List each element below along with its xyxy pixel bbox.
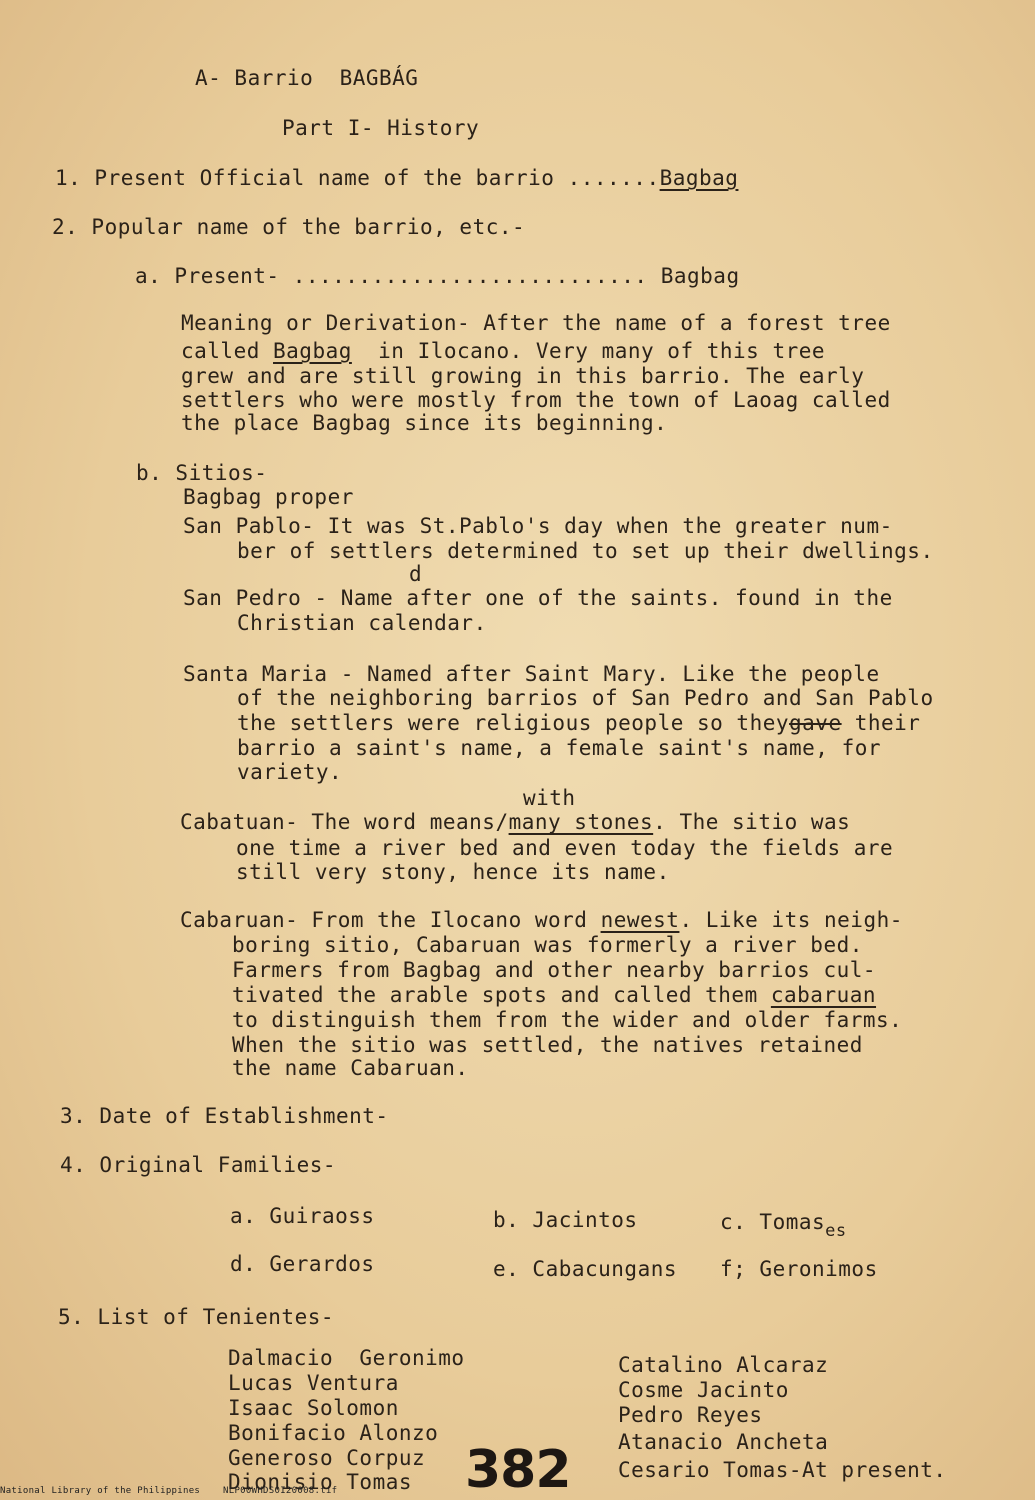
teniente-name: Generoso Corpuz: [228, 1446, 426, 1470]
teniente-name: Cosme Jacinto: [618, 1378, 789, 1402]
part-heading: Part I- History: [282, 116, 480, 140]
teniente-name: Catalino Alcaraz: [618, 1353, 829, 1377]
family-item: a. Guiraoss: [230, 1204, 375, 1228]
teniente-name: Lucas Ventura: [228, 1371, 399, 1395]
handwritten-insert-d: d: [409, 562, 423, 586]
teniente-name: Cesario Tomas-At present.: [618, 1458, 947, 1482]
item2-text: 2. Popular name of the barrio, etc.-: [52, 215, 526, 239]
item4-label: 4. Original Families-: [60, 1153, 337, 1177]
teniente-name: Dalmacio Geronimo: [228, 1346, 465, 1370]
family-item: c. Tomas$_{es}$: [720, 1210, 847, 1241]
sitio-bagbag-proper: Bagbag proper: [183, 485, 354, 509]
family-item: f; Geronimos: [720, 1257, 878, 1281]
teniente-name: Isaac Solomon: [228, 1396, 399, 1420]
barrio-heading: A- Barrio BAGBÁG: [195, 66, 419, 90]
handwritten-insert-with: with: [523, 786, 576, 810]
teniente-name: Atanacio Ancheta: [618, 1430, 829, 1454]
teniente-name: Bonifacio Alonzo: [228, 1421, 439, 1445]
document-page: A- Barrio BAGBÁG Part I- History 1. Present Official name of the barrio .......Bagbag 2. Popular name of the barrio, etc.- a. Present- ........................... Bagbag Meaning or Derivation- After the name of a forest tree called Bagbag in Ilocano. Very many of this tree grew and are still growing in this barrio. The early settlers who were mostly from the town of Laoag called the place Bagbag since its beginning. b. Sitios- Bagbag proper San Pablo- It was St.Pablo's day when the greater num- ber of settlers determined to set up their dwellings. d San Pedro - Name after one of the saints. found in the Christian calendar. Santa Maria - Named after Saint Mary. Like the people of the neighboring barrios of San Pedro and San Pablo the settlers were religious people so theygave their barrio a saint's name, a female saint's name, for variety. with Cabatuan- The word means/many stones. The sitio was one time a river bed and even today the fields are still very stony, hence its name. Cabaruan- From the Ilocano word newest. Like its neigh- boring sitio, Cabaruan was formerly a river bed. Farmers from Bagbag and other nearby barrios cul- tivated the arable spots and called them cabaruan to distinguish them from the wider and older farms. When the sitio was settled, the natives retained the name Cabaruan. 3. Date of Establishment- 4. Original Families- a. Guiraoss b. Jacintos c. Tomas$_{es}$ d. Gerardos e. Cabacungans f; Geronimos 5. List of Tenientes- Dalmacio Geronimo Lucas Ventura Isaac Solomon Bonifacio Alonzo Generoso Corpuz Dionisio Tomas Catalino Alcaraz Cosme Jacinto Pedro Reyes Atanacio Ancheta Cesario Tomas-At present. 382 National Library of the Philippines NLP00WHDS0I20008.tif: [0, 0, 1035, 1500]
item5-label: 5. List of Tenientes-: [58, 1305, 335, 1329]
teniente-name: Pedro Reyes: [618, 1403, 763, 1427]
item3-date-of-establishment: 3. Date of Establishment-: [60, 1104, 389, 1128]
sitios-label: b. Sitios-: [136, 461, 268, 485]
family-item: e. Cabacungans: [493, 1257, 678, 1281]
scan-footer: National Library of the Philippines NLP00WHDS0I20008.tif: [0, 1486, 338, 1496]
item1-text: 1. Present Official name of the barrio .......Bagbag: [55, 166, 739, 190]
page-number-stamp: 382: [465, 1440, 571, 1500]
family-item: d. Gerardos: [230, 1252, 375, 1276]
teniente-name: Dionisio Tomas: [228, 1470, 413, 1494]
present-line: a. Present- ........................... Bagbag: [135, 264, 740, 288]
family-item: b. Jacintos: [493, 1208, 638, 1232]
